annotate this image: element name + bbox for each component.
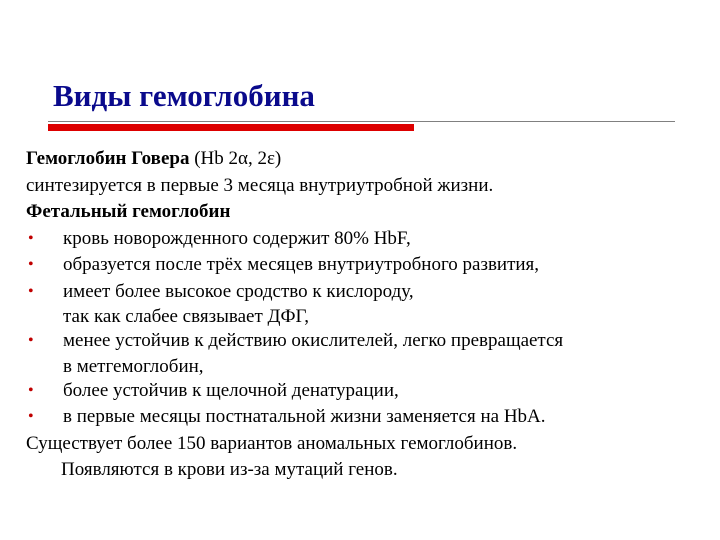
intro-line-2: синтезируется в первые 3 месяца внутриутробной жизни.	[26, 174, 494, 196]
closing-line: Существует более 150 вариантов аномальных гемоглобинов.	[26, 432, 518, 454]
bullet-item	[26, 252, 716, 279]
bullet-line: в первые месяцы постнатальной жизни заменяется на HbA.	[63, 406, 546, 427]
bullet-line: образуется после трёх месяцев внутриутробного развития,	[63, 254, 540, 275]
bullet-icon: •	[28, 332, 34, 349]
bullet-item	[26, 279, 716, 329]
bullet-item	[26, 328, 716, 378]
gower-hemoglobin-term: Гемоглобин Говера	[26, 148, 190, 169]
bullet-line: кровь новорожденного содержит 80% HbF,	[63, 227, 411, 249]
slide-title: Виды гемоглобина	[53, 78, 315, 113]
gower-formula: (Hb 2α, 2ε)	[189, 148, 282, 169]
bullet-text	[63, 226, 716, 253]
bullet-text	[63, 252, 716, 279]
bullet-line-continuation: так как слабее связывает ДФГ,	[63, 306, 310, 327]
bullet-item	[26, 226, 716, 253]
bullet-icon: •	[28, 408, 34, 425]
bullet-line: более устойчив к щелочной денатурации,	[63, 379, 399, 401]
title-underline-thin	[48, 121, 675, 122]
bullet-icon: •	[28, 282, 34, 300]
bullet-icon: •	[28, 229, 34, 247]
title-accent-bar	[48, 124, 414, 131]
bullet-text	[63, 404, 716, 431]
bullet-line: имеет более высокое сродство к кислороду,	[63, 280, 414, 302]
bullet-line: менее устойчив к действию окислителей, легко превращается	[63, 330, 564, 351]
intro-line	[26, 146, 716, 173]
bullet-icon: •	[28, 256, 34, 273]
bullet-icon: •	[28, 381, 34, 399]
bullet-item	[26, 378, 716, 405]
bullet-text	[63, 279, 716, 329]
closing-line-continuation: Появляются в крови из-за мутаций генов.	[61, 459, 398, 480]
bullet-line-continuation: в метгемоглобин,	[63, 355, 204, 377]
slide-body	[26, 146, 716, 484]
bullet-item	[26, 404, 716, 431]
fetal-hemoglobin-heading: Фетальный гемоглобин	[26, 201, 231, 222]
bullet-text	[63, 328, 716, 378]
bullet-text	[63, 378, 716, 405]
